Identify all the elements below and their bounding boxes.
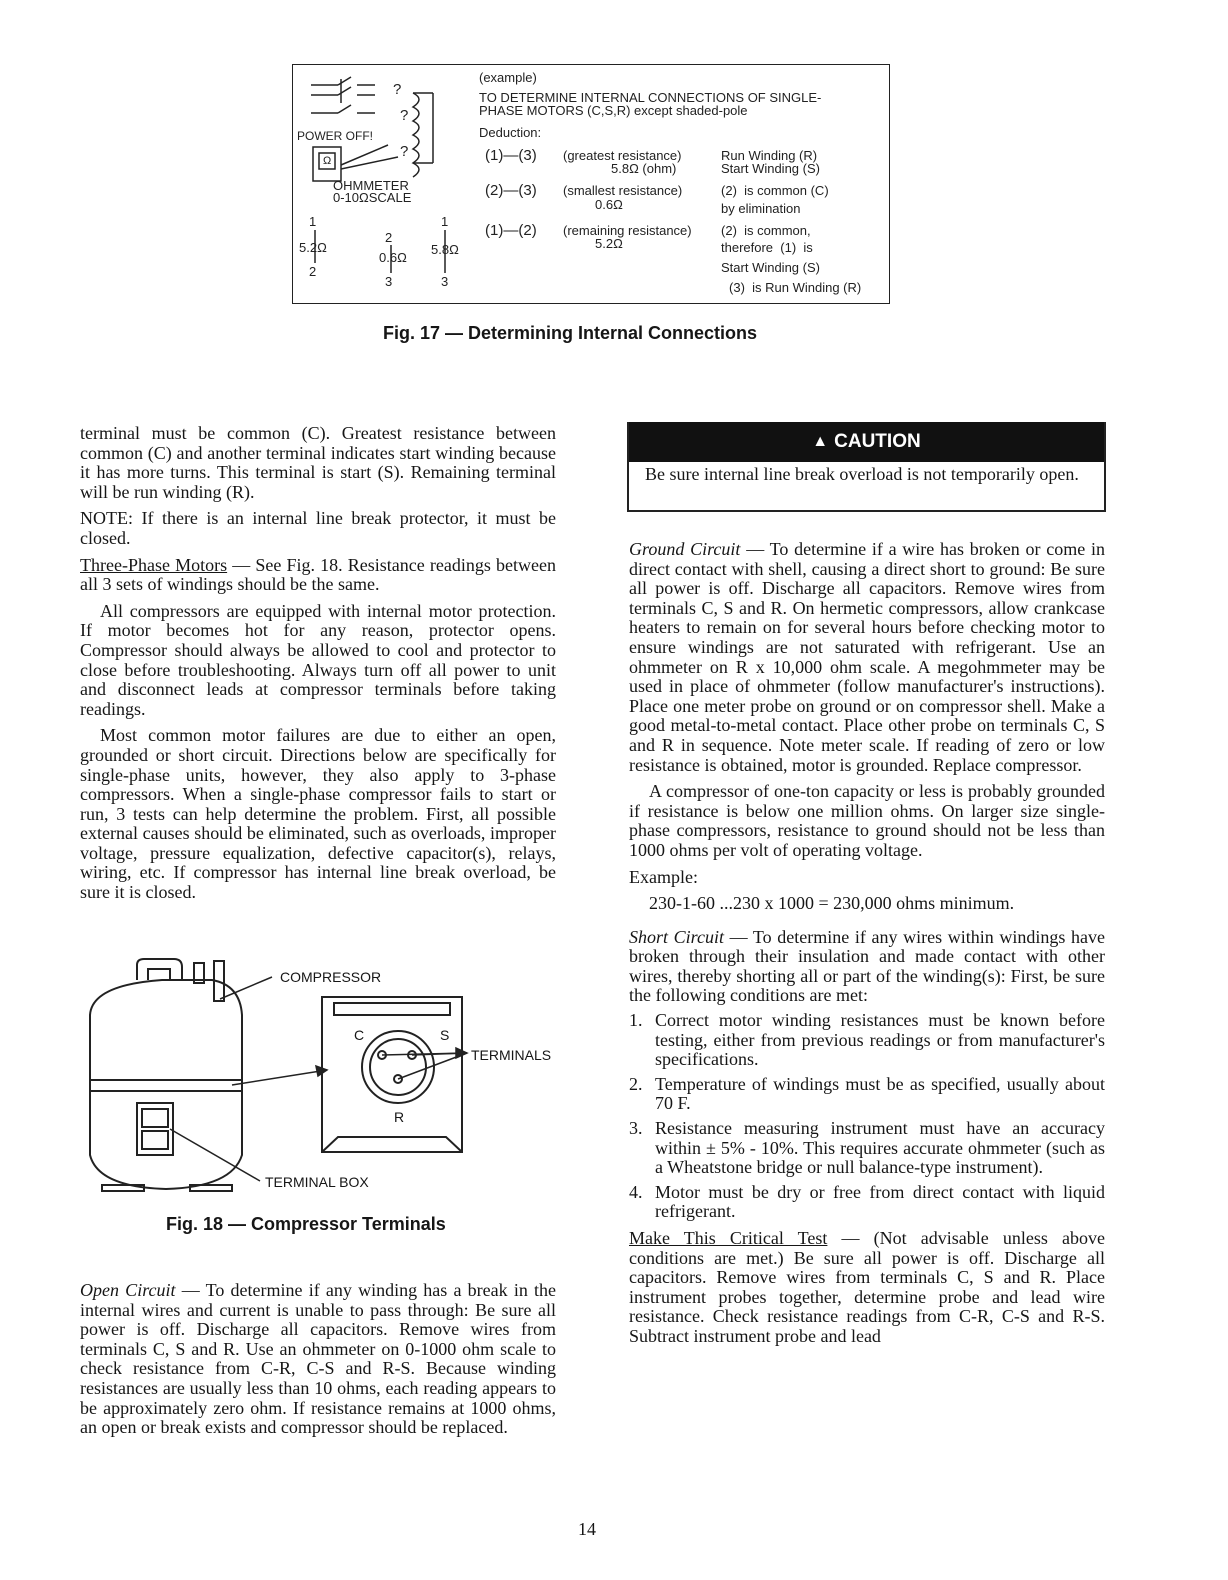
example-label: (example) — [479, 70, 537, 85]
caution-box — [627, 422, 1106, 512]
row3-result1: (2) is common, — [721, 223, 811, 238]
row3-pair: (1)—(2) — [485, 222, 537, 239]
row1-desc1: (greatest resistance) — [563, 148, 682, 163]
row1-result2: Start Winding (S) — [721, 161, 820, 176]
figure-17-box — [292, 64, 890, 304]
row1-result1: Run Winding (R) — [721, 148, 818, 163]
figure-18-caption: Fig. 18 — Compressor Terminals — [166, 1214, 446, 1234]
paragraph-short-circuit: Short Circuit — To determine if any wires within windings have broken through their insulation and made contact with other wires, thereby shorting all or part of the winding(s): First, be sure the following conditions are met: — [629, 926, 1106, 1006]
node-3-mid: 3 — [385, 274, 393, 289]
list-item: 3. Resistance measuring instrument must have an accuracy within ± 5% - 10%. This requires accurate ohmmeter (such as a Wheatstone bridge or null balance-type instrument). — [629, 1118, 1105, 1178]
row1-pair: (1)—(3) — [485, 147, 537, 164]
terminal-box-label: TERMINAL BOX — [265, 1174, 369, 1190]
terminal-s-label: S — [440, 1027, 450, 1043]
resistance-5-2: 5.2Ω — [299, 240, 327, 255]
row3-desc2: 5.2Ω — [595, 236, 623, 251]
paragraph-three-phase: Three-Phase Motors — See Fig. 18. Resistance readings between all 3 sets of windings should be the same. — [80, 554, 557, 595]
row3-desc1: (remaining resistance) — [563, 223, 692, 238]
caution-title: CAUTION — [834, 431, 921, 452]
node-2-left: 2 — [309, 264, 317, 279]
paragraph-open-circuit: Open Circuit — To determine if any winding has a break in the internal wires and current is unable to pass through: Be sure all power is off. Discharge all capacitors. Remove wires from terminals C, S and R. Use an ohmmeter on 0-1000 ohm scale to check resistance from C-R, C-S and R-S. Because winding resistances are usually less than 10 ohms, each reading appears to be approximately zero ohm. If resistance remains at 1000 ohms, an open or break exists and compressor should be replaced. — [80, 1280, 557, 1438]
compressor-terminals-diagram — [82, 955, 562, 1200]
scale-label: 0-10ΩSCALE — [333, 190, 412, 205]
figure-17-caption: Fig. 17 — Determining Internal Connections — [383, 323, 758, 343]
page-number: 14 — [578, 1519, 596, 1539]
paragraph-note: NOTE: If there is an internal line break protector, it must be closed. — [80, 508, 556, 548]
left-column-top — [80, 424, 556, 903]
node-1-right: 1 — [441, 214, 449, 229]
question-mark-3: ? — [400, 143, 409, 160]
row1-desc2: 5.8Ω (ohm) — [611, 161, 677, 176]
example-label: Example: — [629, 866, 698, 887]
warning-icon: ▲ — [812, 433, 829, 450]
list-item: 4. Motor must be dry or free from direct contact with liquid refrigerant. — [629, 1181, 1105, 1222]
left-column-bottom — [80, 1281, 556, 1438]
question-mark-1: ? — [393, 81, 402, 98]
terminal-c-label: C — [354, 1027, 365, 1043]
meter-glyph: Ω — [323, 155, 332, 167]
row2-pair: (2)—(3) — [485, 182, 537, 199]
resistance-0-6: 0.6Ω — [379, 250, 407, 265]
ohmmeter-label: OHMMETER — [333, 178, 409, 193]
row2-result2: by elimination — [721, 201, 801, 216]
node-3-right: 3 — [441, 274, 449, 289]
paragraph-ground-circuit: Ground Circuit — To determine if a wire has broken or come in direct contact with shell, causing a direct short to ground: Be sure all power is off. Discharge all capacitors. Remove wires from terminals C, S and R. On hermetic compressors, allow crankcase heaters to remain on for several hours before checking motor to ensure windings are not saturated with refrigerant. Use an ohmmeter on R x 10,000 ohm scale. A megohmmeter may be used in place of ohmmeter (follow manufacturer's instructions). Place one meter probe on ground or on compressor shell. Make a good metal-to-metal contact. Place other probe on terminals C, S and R in sequence. Note meter scale. If reading of zero or low resistance is obtained, motor is grounded. Replace compressor. — [629, 539, 1105, 775]
paragraph-critical-test: Make This Critical Test — (Not advisable unless above conditions are met.) Be sure all power is off. Discharge all capacitors. Remove wires from terminals C, S and R. Place instrument probes together, determine probe and lead wire resistance. Check resistance readings from C-R, C-S and R-S. Subtract instrument probe and lead — [629, 1228, 1105, 1346]
node-1-left: 1 — [309, 214, 317, 229]
heading-line-2: PHASE MOTORS (C,S,R) except shaded-pole — [479, 103, 748, 118]
compressor-label: COMPRESSOR — [280, 969, 382, 985]
deduction-label: Deduction: — [479, 125, 542, 140]
terminal-r-label: R — [394, 1109, 405, 1125]
row3-result2: therefore (1) is — [721, 240, 813, 255]
paragraph-motor-failures: Most common motor failures are due to either an open, grounded or short circuit. Directions below are specifically for single-phase units, however, they also apply to 3-phase compressors. When a single-phase compressor fails to start or run, 3 tests can help determine the problem. First, all possible external causes should be eliminated, such as overloads, improper voltage, pressure equalization, defective capacitor(s), relays, wiring, etc. If compressor has internal line break overload, be sure it is closed. — [80, 725, 556, 903]
row3-result3: Start Winding (S) — [721, 260, 820, 275]
row3-result4: (3) is Run Winding (R) — [729, 280, 862, 295]
list-item: 2. Temperature of windings must be as specified, usually about 70 F. — [629, 1073, 1105, 1114]
right-column — [629, 540, 1105, 1347]
paragraph-one-ton: A compressor of one-ton capacity or less is probably grounded if resistance is below one million ohms. On larger size single-phase compressors, resistance to ground should not be less than 1000 ohms per volt of operating voltage. — [629, 781, 1105, 860]
paragraph-common-terminal: terminal must be common (C). Greatest resistance between common (C) and another terminal indicates start winding because it has more turns. This terminal is start (S). Remaining terminal will be run winding (R). — [80, 423, 556, 502]
row2-result1: (2) is common (C) — [721, 183, 829, 198]
power-off-label: POWER OFF! — [297, 129, 373, 143]
caution-header — [629, 422, 1104, 462]
list-item: 1. Correct motor winding resistances must be known before testing, either from previous readings or from manufacturer's specifications. — [629, 1010, 1105, 1070]
resistance-5-8: 5.8Ω — [431, 242, 459, 257]
example-formula: 230-1-60 ...230 x 1000 = 230,000 ohms minimum. — [649, 893, 1015, 914]
row2-desc2: 0.6Ω — [595, 197, 623, 212]
question-mark-2: ? — [400, 107, 409, 124]
paragraph-internal-protection: All compressors are equipped with internal motor protection. If motor becomes hot for any reason, protector opens. Compressor should always be allowed to cool and protector to close before troubleshooting. Always turn off all power to unit and disconnect leads at compressor terminals before taking readings. — [80, 600, 556, 719]
heading-line-1: TO DETERMINE INTERNAL CONNECTIONS OF SINGLE- — [479, 90, 822, 105]
row2-desc1: (smallest resistance) — [563, 183, 683, 198]
terminals-label: TERMINALS — [471, 1047, 552, 1063]
caution-text: Be sure internal line break overload is not temporarily open. — [645, 464, 1079, 484]
conditions-list — [629, 1011, 1105, 1222]
node-2-mid: 2 — [385, 230, 393, 245]
